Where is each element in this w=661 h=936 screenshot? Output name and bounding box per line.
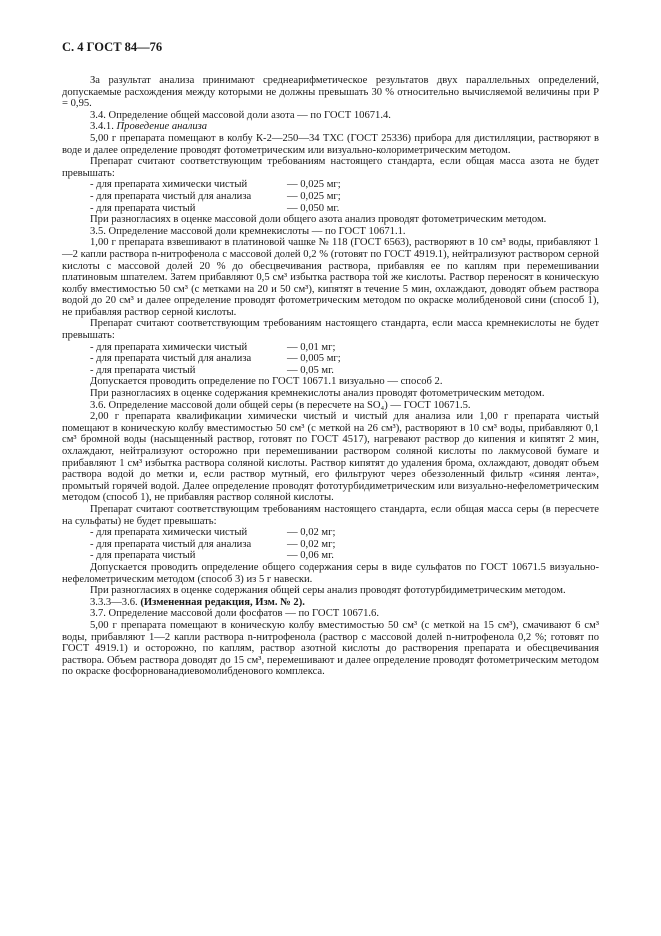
- section-3-7-heading: 3.7. Определение массовой доли фосфатов — по ГОСТ 10671.6.: [90, 608, 379, 620]
- amendment-range: 3.3.3—3.6.: [90, 596, 138, 608]
- paragraph-nitrogen-dispute: При разногласиях в оценке массовой доли общего азота анализ проводят фотометрическим методом.: [90, 214, 547, 226]
- paragraph-sulfur-visual: Допускается проводить определение общего содержания серы в виде сульфатов по ГОСТ 10671.5 визуально-нефелометрическим методом (способ 3) из 5 г навески.: [62, 561, 599, 585]
- section-number: 3.4.1.: [90, 121, 114, 133]
- sulfur-limits-list: [62, 527, 599, 562]
- amendment-label: (Измененная редакция, Изм. № 2).: [140, 596, 305, 608]
- section-3-4-1-heading: [62, 121, 599, 133]
- silica-limits-list: [62, 342, 599, 377]
- section-title: Проведение анализа: [116, 121, 208, 133]
- list-item: - для препарата чистый — 0,050 мг.: [90, 202, 340, 214]
- paragraph-silica-procedure: 1,00 г препарата взвешивают в платиновой чашке № 118 (ГОСТ 6563), растворяют в 10 см³ воды, прибавляют 1—2 капли раствора n-нитрофенола с массовой долей 0,2 % (готовят по ГОСТ 4919.1), нейтрализуют раствором серной кислоты с массовой долей 20 % до обесцвечивания раствора, прибавляя ее по каплям при перемешивании платиновым шпателем. Затем прибавляют 0,5 см³ избытка раствора той же кислоты. Раствор переносят в коническую колбу вместимостью 50 см³ (с метками на 20 и 50 см³), кипятят в течение 5 мин, охлаждают, доводят объем раствора водой до 20 см³ и далее определение проводят фотометрическим методом по окраске молибденовой сини (способ 1), не прибавляя раствор серной кислоты.: [62, 237, 599, 318]
- amendment-note: [62, 597, 599, 609]
- paragraph-sulfur-dispute: При разногласиях в оценке содержания общей серы анализ проводят фототурбидиметрическим методом.: [90, 585, 566, 597]
- paragraph-silica-requirement: Препарат считают соответствующим требованиям настоящего стандарта, если масса кремнекислоты не будет превышать:: [62, 318, 599, 342]
- section-3-4-heading: 3.4. Определение общей массовой доли азота — по ГОСТ 10671.4.: [90, 109, 391, 121]
- nitrogen-limits-list: [62, 179, 599, 214]
- list-item: - для препарата чистый для анализа — 0,005 мг;: [90, 353, 341, 365]
- paragraph-result-calculation: За разультат анализа принимают среднеарифметическое результатов двух параллельных определений, допускаемые расхождения между которыми не должны превышать 30 % относительно вычисляемой величины при P = 0,95.: [62, 75, 599, 110]
- list-item: - для препарата чистый для анализа — 0,02 мг;: [90, 538, 336, 550]
- paragraph-sulfur-procedure: 2,00 г препарата квалификации химически чистый и чистый для анализа или 1,00 г препарата чистый помещают в коническую колбу вместимостью 50 см³ (с меткой на 26 см³), растворяют в 10 см³ воды, прибавляют 0,1 см³ бромной воды (насыщенный раствор, готовят по ГОСТ 4517), нагревают раствор до кипения и кипятят 2 мин, охлаждают, нейтрализуют осторожно при перемешивании раствором соляной кислоты по лакмусовой бумаге и прибавляют 1 см³ избытка раствора соляной кислоты. Раствор кипятят до удаления брома, охлаждают, доводят объем раствора водой до метки и, если раствор мутный, его фильтруют через обеззоленный фильтр «синяя лента», промытый горячей водой. Далее определение проводят фототурбидиметрическим или визуально-нефелометрическим методом (способ 1), не прибавляя раствор соляной кислоты.: [62, 411, 599, 504]
- paragraph-nitrogen-procedure: 5,00 г препарата помещают в колбу К-2—250—34 ТХС (ГОСТ 25336) прибора для дистилляции, растворяют в воде и далее определение проводят фотометрическим или визуально-колориметрическим методом.: [62, 132, 599, 156]
- list-item: - для препарата чистый — 0,05 мг.: [90, 364, 334, 376]
- section-3-5-heading: 3.5. Определение массовой доли кремнекислоты — по ГОСТ 10671.1.: [90, 225, 406, 237]
- document-body: [62, 75, 599, 678]
- list-item: - для препарата чистый для анализа — 0,025 мг;: [90, 190, 341, 202]
- list-item: - для препарата химически чистый — 0,02 мг;: [90, 527, 336, 539]
- section-3-6-heading: 3.6. Определение массовой доли общей серы (в пересчете на SO₄) — ГОСТ 10671.5.: [90, 399, 471, 411]
- paragraph-silica-dispute: При разногласиях в оценке содержания кремнекислоты анализ проводят фотометрическим методом.: [90, 388, 545, 400]
- list-item: - для препарата химически чистый — 0,01 мг;: [90, 341, 336, 353]
- page-header: С. 4 ГОСТ 84—76: [62, 40, 163, 54]
- paragraph-silica-visual: Допускается проводить определение по ГОСТ 10671.1 визуально — способ 2.: [90, 376, 443, 388]
- paragraph-nitrogen-requirement: Препарат считают соответствующим требованиям настоящего стандарта, если общая масса азота не будет превышать:: [62, 156, 599, 179]
- paragraph-sulfur-requirement: Препарат считают соответствующим требованиям настоящего стандарта, если общая масса серы (в пересчете на сульфаты) не будет превышать:: [62, 503, 599, 527]
- list-item: - для препарата химически чистый — 0,025 мг;: [90, 179, 341, 191]
- list-item: - для препарата чистый — 0,06 мг.: [90, 550, 334, 562]
- paragraph-phosphate-procedure: 5,00 г препарата помещают в коническую колбу вместимостью 50 см³ (с меткой на 15 см³), смачивают 6 см³ воды, прибавляют 1—2 капли раствора n-нитрофенола (раствор с массовой долей n-нитрофенола 0,2 %; готовят по ГОСТ 4919.1) и осторожно, по каплям, раствор азотной кислоты до растворения препарата и обесцвечивания раствора. Объем раствора доводят до 15 см³, перемешивают и далее определение проводят фотометрическим методом по окраске фосфорнованадиевомолибденового комплекса.: [62, 619, 599, 678]
